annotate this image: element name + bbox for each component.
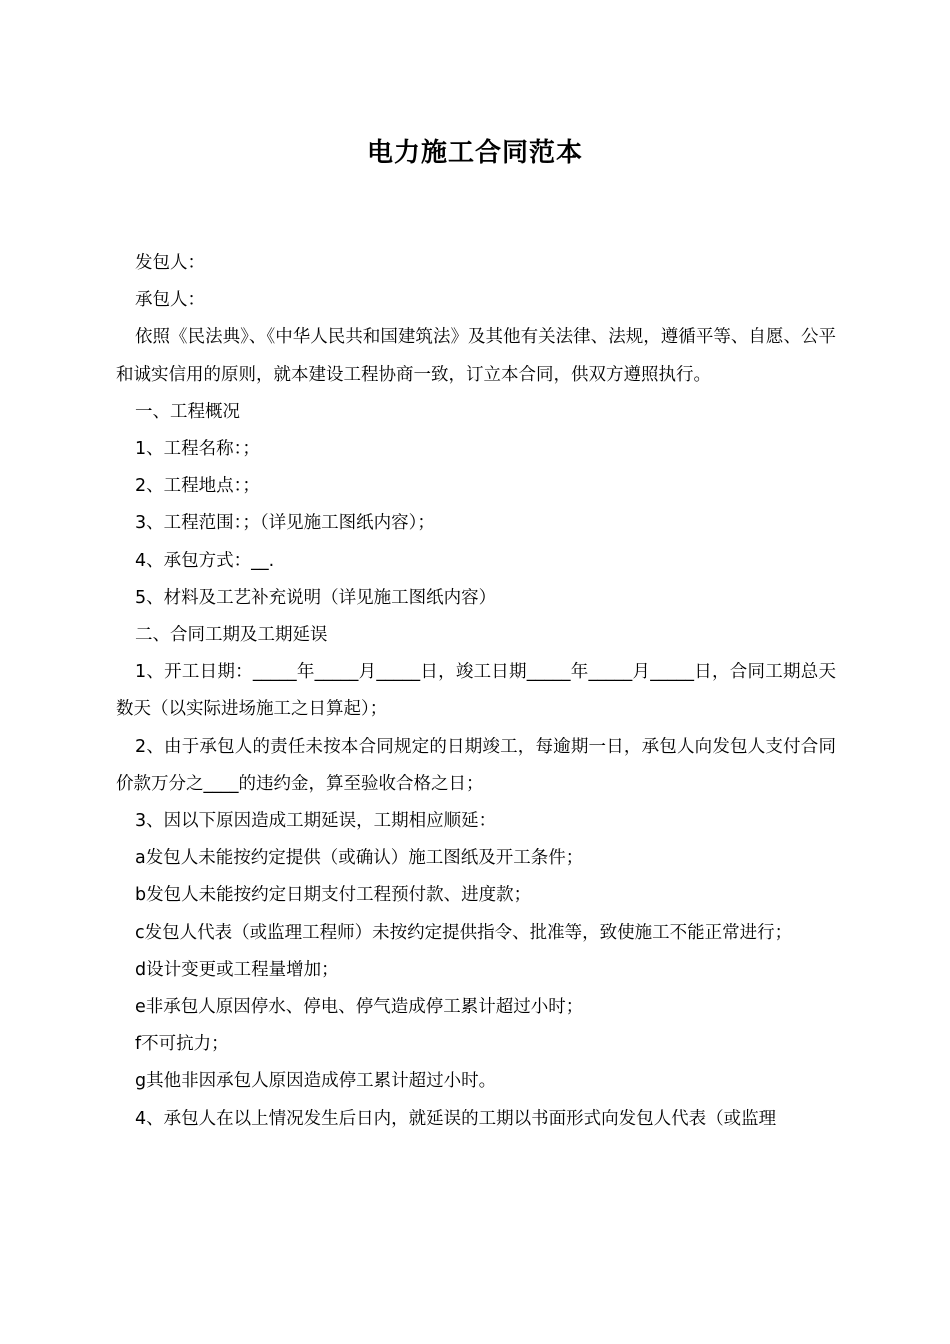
clause-start-date: 1、开工日期：_____年_____月_____日，竣工日期_____年_____月_____日，合同工期总天数天（以实际进场施工之日算起）；	[116, 662, 836, 720]
list-item-g: g其他非因承包人原因造成停工累计超过小时。	[135, 1071, 497, 1092]
party-b-line: 承包人：	[135, 290, 205, 311]
list-item-f: f不可抗力；	[135, 1034, 229, 1055]
list-item-a: a发包人未能按约定提供（或确认）施工图纸及开工条件；	[135, 848, 584, 869]
clause-delay-causes: 3、因以下原因造成工期延误，工期相应顺延：	[135, 811, 497, 832]
clause-project-scope: 3、工程范围：；（详见施工图纸内容）；	[135, 513, 435, 534]
list-item-b: b发包人未能按约定日期支付工程预付款、进度款；	[135, 885, 532, 906]
list-item-e: e非承包人原因停水、停电、停气造成停工累计超过小时；	[135, 997, 584, 1018]
clause-materials: 5、材料及工艺补充说明（详见施工图纸内容）	[135, 587, 497, 608]
list-item-c: c发包人代表（或监理工程师）未按约定提供指令、批准等，致使施工不能正常进行；	[135, 922, 793, 943]
clause-delay-notice: 4、承包人在以上情况发生后日内，就延误的工期以书面形式向发包人代表（或监理	[135, 1108, 777, 1129]
preamble-paragraph: 依照《民法典》、《中华人民共和国建筑法》及其他有关法律、法规，遵循平等、自愿、公平和诚实信用的原则，就本建设工程协商一致，订立本合同，供双方遵照执行。	[116, 327, 836, 385]
party-a-line: 发包人：	[135, 253, 205, 273]
clause-delay-penalty: 2、由于承包人的责任未按本合同规定的日期竣工，每逾期一日，承包人向发包人支付合同价款万分之____的违约金，算至验收合格之日；	[116, 736, 836, 794]
section-heading-schedule: 二、合同工期及工期延误	[135, 625, 328, 646]
clause-project-location: 2、工程地点：；	[135, 476, 260, 497]
section-heading-project-overview: 一、工程概况	[135, 401, 240, 422]
document-title: 电力施工合同范本	[366, 138, 583, 168]
document-body	[116, 245, 836, 1138]
list-item-d: d设计变更或工程量增加；	[135, 959, 339, 980]
clause-contract-method: 4、承包方式：__.	[135, 550, 275, 571]
clause-project-name: 1、工程名称：；	[135, 439, 260, 460]
